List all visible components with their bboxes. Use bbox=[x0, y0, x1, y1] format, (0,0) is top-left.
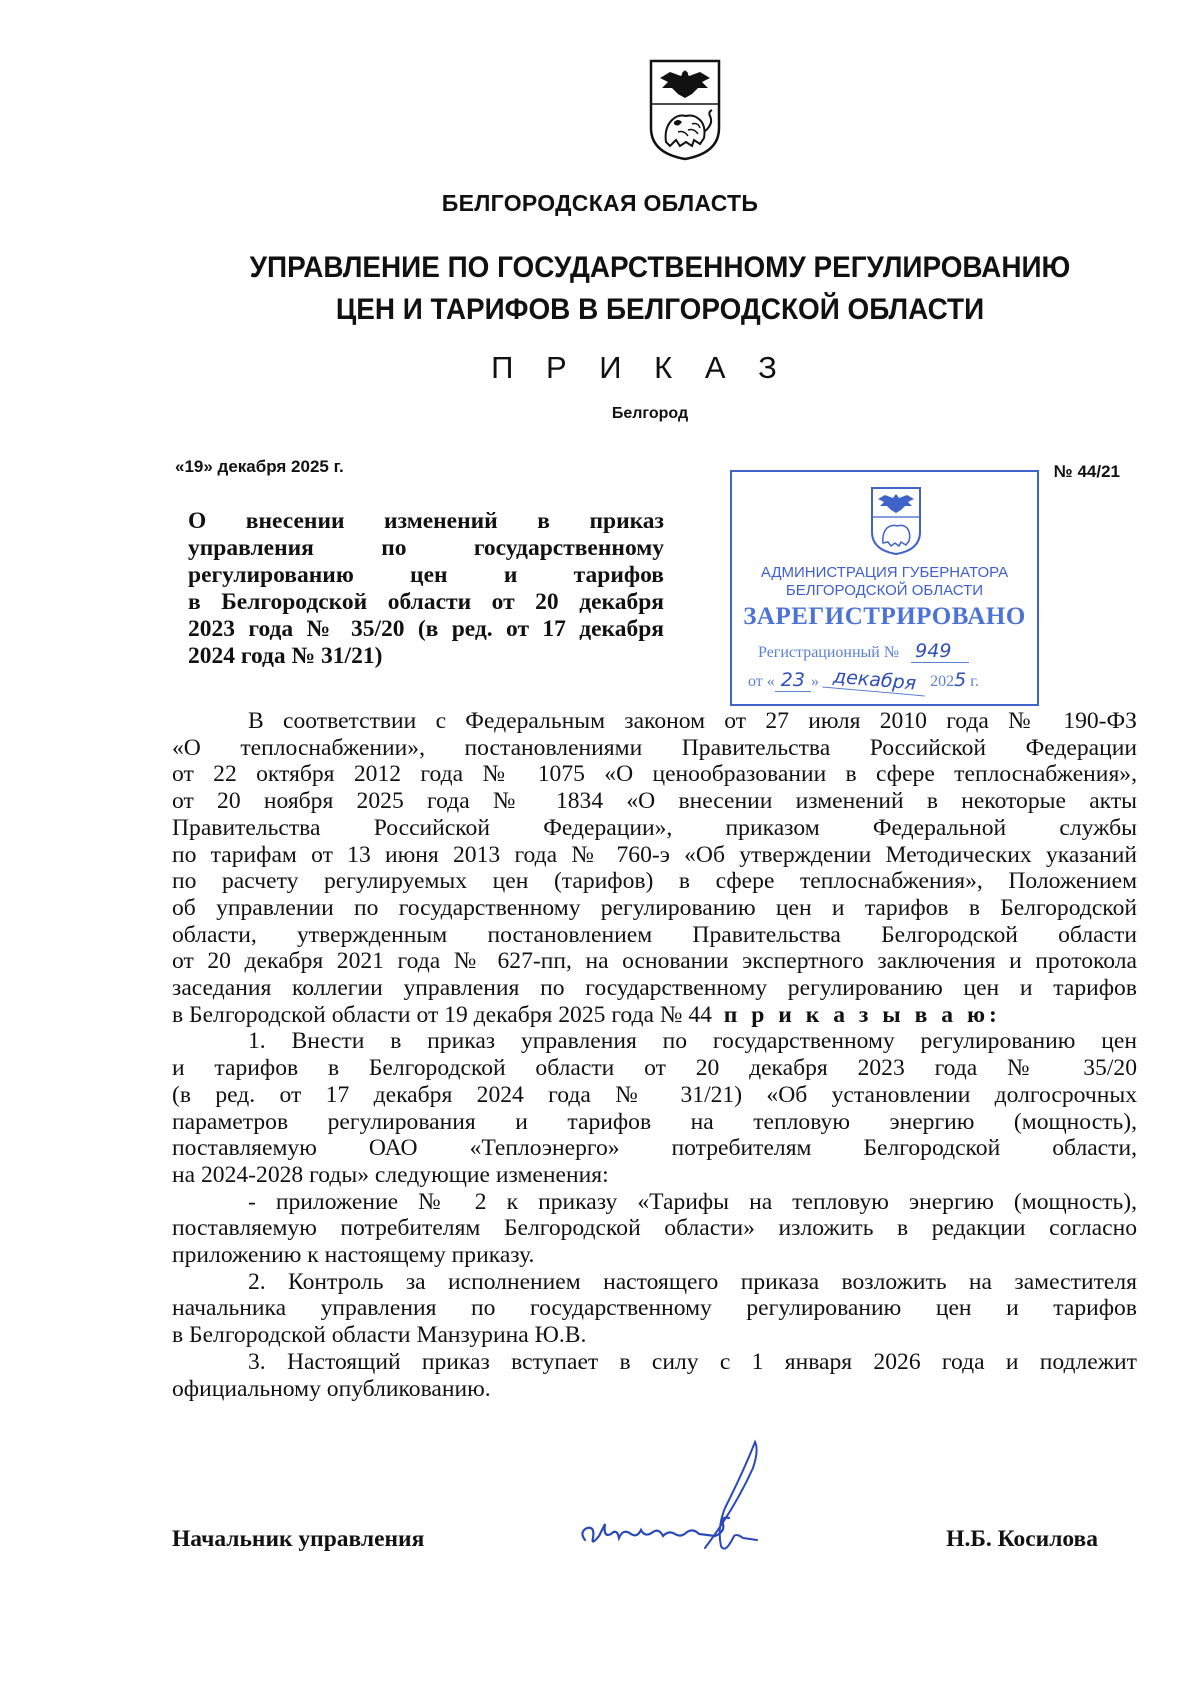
item-3-line: 3. Настоящий приказ вступает в силу с 1 января 2026 года и подлежит bbox=[248, 1348, 1137, 1375]
stamp-month: декабря bbox=[822, 665, 927, 697]
stamp-registered: ЗАРЕГИСТРИРОВАНО bbox=[743, 603, 1026, 630]
stamp-reg-number: 949 bbox=[911, 640, 969, 663]
handwritten-signature bbox=[575, 1428, 795, 1568]
department-title-line2: ЦЕН И ТАРИФОВ В БЕЛГОРОДСКОЙ ОБЛАСТИ bbox=[335, 293, 985, 326]
item-1-sub-line: приложению к настоящему приказу. bbox=[172, 1242, 535, 1269]
item-1-sub-line: поставляемую потребителям Белгородской области» изложить в редакции согласно bbox=[172, 1215, 1137, 1242]
preamble-line: по тарифам от 13 июня 2013 года № 760-э «Об утверждении Методических указаний bbox=[172, 841, 1137, 868]
city: Белгород bbox=[611, 405, 689, 422]
stamp-authority-line1: АДМИНИСТРАЦИЯ ГУБЕРНАТОРА bbox=[760, 564, 1009, 581]
stamp-reg-label: Регистрационный № bbox=[758, 644, 900, 661]
stamp-year-prefix: 202 bbox=[930, 673, 955, 690]
item-2-line: в Белгородской области Манзурина Ю.В. bbox=[172, 1322, 587, 1349]
preamble-line: об управлении по государственному регулированию цен и тарифов в Белгородской bbox=[172, 894, 1137, 921]
subject-line: 2023 года № 35/20 (в ред. от 17 декабря bbox=[188, 616, 664, 642]
preamble-line: от 20 декабря 2021 года № 627-пп, на основании экспертного заключения и протокола bbox=[172, 948, 1137, 975]
department-title-line1: УПРАВЛЕНИЕ ПО ГОСУДАРСТВЕННОМУ РЕГУЛИРОВАНИЮ bbox=[249, 251, 1071, 284]
stamp-day: 23 bbox=[775, 669, 811, 692]
stamp-reg-number-line bbox=[758, 640, 969, 662]
preamble-last-line bbox=[172, 1002, 1137, 1029]
preamble-line: «О теплоснабжении», постановлениями Правительства Российской Федерации bbox=[172, 734, 1137, 761]
order-number: № 44/21 bbox=[1053, 462, 1120, 481]
preamble-line: Правительства Российской Федерации», приказом Федеральной службы bbox=[172, 814, 1137, 841]
item-1-sub-line: - приложение № 2 к приказу «Тарифы на тепловую энергию (мощность), bbox=[248, 1188, 1137, 1215]
preamble-line: по расчету регулируемых цен (тарифов) в сфере теплоснабжения», Положением bbox=[172, 868, 1137, 895]
preamble-line: области, утвержденным постановлением Правительства Белгородской области bbox=[172, 921, 1137, 948]
stamp-date-end: г. bbox=[970, 673, 979, 690]
signatory-position: Начальник управления bbox=[172, 1526, 425, 1552]
item-1-subitem bbox=[172, 1189, 1137, 1269]
item-3-line: официальному опубликованию. bbox=[172, 1375, 491, 1402]
preamble-last-text: в Белгородской области от 19 декабря 2025 года № 44 bbox=[172, 1001, 712, 1028]
item-1-line: на 2024-2028 годы» следующие изменения: bbox=[172, 1161, 609, 1188]
belgorod-coat-of-arms-icon bbox=[648, 58, 722, 162]
stamp-authority bbox=[732, 564, 1037, 600]
stamp-date-line bbox=[748, 665, 979, 695]
item-3 bbox=[172, 1349, 1137, 1402]
stamp-date-mid: » bbox=[810, 673, 819, 690]
item-1-line: 1. Внести в приказ управления по государственному регулированию цен bbox=[248, 1028, 1137, 1055]
region-name: БЕЛГОРОДСКАЯ ОБЛАСТЬ bbox=[441, 190, 759, 216]
order-body bbox=[172, 708, 1137, 1402]
subject-line: в Белгородской области от 20 декабря bbox=[188, 589, 664, 615]
subject-line: регулированию цен и тарифов bbox=[188, 562, 664, 588]
subject-line: управления по государственному bbox=[188, 535, 664, 561]
subject-line: 2024 года № 31/21) bbox=[188, 643, 383, 669]
preamble-line: В соответствии с Федеральным законом от 27 июля 2010 года № 190-ФЗ bbox=[248, 708, 1137, 734]
item-1-line: параметров регулирования и тарифов на тепловую энергию (мощность), bbox=[172, 1108, 1137, 1135]
order-subject bbox=[188, 508, 664, 670]
item-2-line: 2. Контроль за исполнением настоящего приказа возложить на заместителя bbox=[248, 1268, 1137, 1295]
item-2 bbox=[172, 1269, 1137, 1349]
preamble-paragraph bbox=[172, 708, 1137, 1028]
signatory-name: Н.Б. Косилова bbox=[946, 1526, 1098, 1552]
belgorod-coat-of-arms-icon bbox=[870, 486, 922, 556]
item-1-line: (в ред. от 17 декабря 2024 года № 31/21) «Об установлении долгосрочных bbox=[172, 1081, 1137, 1108]
registration-stamp bbox=[730, 470, 1039, 706]
document-type: П Р И К А З bbox=[491, 350, 789, 385]
preamble-line: от 20 ноября 2025 года № 1834 «О внесении изменений в некоторые акты bbox=[172, 788, 1137, 815]
stamp-date-prefix: от « bbox=[748, 673, 775, 690]
item-1 bbox=[172, 1028, 1137, 1188]
stamp-year-suffix: 5 bbox=[954, 669, 967, 691]
subject-line: О внесении изменений в приказ bbox=[188, 508, 664, 534]
preamble-line: заседания коллегии управления по государственному регулированию цен и тарифов bbox=[172, 975, 1137, 1002]
order-word: п р и к а з ы в а ю: bbox=[723, 1001, 1001, 1028]
item-1-line: поставляемую ОАО «Теплоэнерго» потребителям Белгородской области, bbox=[172, 1135, 1137, 1162]
preamble-line: от 22 октября 2012 года № 1075 «О ценообразовании в сфере теплоснабжения», bbox=[172, 761, 1137, 788]
item-1-line: и тарифов в Белгородской области от 20 декабря 2023 года № 35/20 bbox=[172, 1055, 1137, 1082]
stamp-authority-line2: БЕЛГОРОДСКОЙ ОБЛАСТИ bbox=[785, 582, 984, 599]
order-date: «19» декабря 2025 г. bbox=[175, 457, 344, 476]
item-2-line: начальника управления по государственному регулированию цен и тарифов bbox=[172, 1295, 1137, 1322]
